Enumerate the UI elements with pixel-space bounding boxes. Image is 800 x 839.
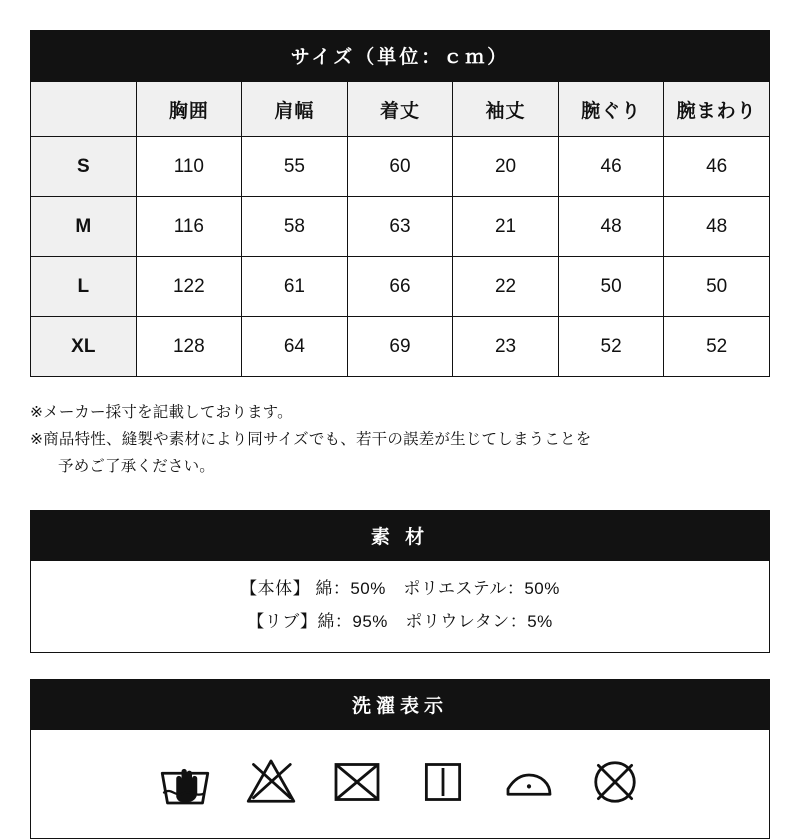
size-header-length: 着丈 — [347, 82, 453, 137]
cell-xl-bust: 128 — [136, 317, 242, 377]
size-table-body — [31, 137, 770, 377]
cell-xl-shoulder: 64 — [242, 317, 348, 377]
size-header-bust: 胸囲 — [136, 82, 242, 137]
table-row — [31, 137, 770, 197]
wash-care-panel — [30, 679, 770, 839]
iron-low-icon — [501, 754, 557, 810]
size-header-blank — [31, 82, 137, 137]
wash-care-icon-row — [31, 742, 769, 824]
no-dry-clean-icon — [587, 754, 643, 810]
size-note-2: ※商品特性、縫製や素材により同サイズでも、若干の誤差が生じてしまうことを — [30, 431, 592, 449]
cell-l-shoulder: 61 — [242, 257, 348, 317]
cell-s-shoulder: 55 — [242, 137, 348, 197]
size-table — [30, 30, 770, 377]
size-row-label-xl: XL — [31, 317, 137, 377]
size-table-caption: サイズ（単位：ｃｍ） — [31, 31, 770, 82]
cell-m-armcircumference: 48 — [664, 197, 770, 257]
cell-s-length: 60 — [347, 137, 453, 197]
size-row-label-l: L — [31, 257, 137, 317]
cell-l-armhole: 50 — [558, 257, 664, 317]
size-note-3: 予めご了承ください。 — [58, 458, 216, 476]
cell-s-armhole: 46 — [558, 137, 664, 197]
size-header-armhole: 腕ぐり — [558, 82, 664, 137]
cell-s-sleeve: 20 — [453, 137, 559, 197]
size-header-armcircumference: 腕まわり — [664, 82, 770, 137]
cell-xl-length: 69 — [347, 317, 453, 377]
line-dry-icon — [415, 754, 471, 810]
material-panel-body — [31, 561, 769, 652]
cell-xl-armhole: 52 — [558, 317, 664, 377]
table-row — [31, 257, 770, 317]
cell-m-bust: 116 — [136, 197, 242, 257]
size-header-sleeve: 袖丈 — [453, 82, 559, 137]
size-header-shoulder: 肩幅 — [242, 82, 348, 137]
size-note-1: ※メーカー採寸を記載しております。 — [30, 404, 293, 421]
cell-l-armcircumference: 50 — [664, 257, 770, 317]
material-panel — [30, 510, 770, 653]
hand-wash-icon — [157, 754, 213, 810]
cell-l-sleeve: 22 — [453, 257, 559, 317]
cell-l-bust: 122 — [136, 257, 242, 317]
no-bleach-icon — [243, 754, 299, 810]
no-tumble-dry-icon — [329, 754, 385, 810]
table-row — [31, 197, 770, 257]
material-panel-title: 素 材 — [31, 511, 769, 561]
cell-m-armhole: 48 — [558, 197, 664, 257]
size-table-header-row — [31, 82, 770, 137]
cell-m-sleeve: 21 — [453, 197, 559, 257]
wash-care-panel-title: 洗濯表示 — [31, 680, 769, 730]
cell-xl-sleeve: 23 — [453, 317, 559, 377]
cell-s-bust: 110 — [136, 137, 242, 197]
cell-m-shoulder: 58 — [242, 197, 348, 257]
size-row-label-s: S — [31, 137, 137, 197]
wash-care-panel-body — [31, 730, 769, 838]
table-row — [31, 317, 770, 377]
size-table-caption-row — [31, 31, 770, 82]
cell-xl-armcircumference: 52 — [664, 317, 770, 377]
cell-s-armcircumference: 46 — [664, 137, 770, 197]
material-line-rib: 【リブ】綿：95% ポリウレタン：5% — [247, 611, 553, 631]
size-notes — [30, 399, 770, 480]
cell-l-length: 66 — [347, 257, 453, 317]
cell-m-length: 63 — [347, 197, 453, 257]
size-row-label-m: M — [31, 197, 137, 257]
material-line-body: 【本体】 綿：50% ポリエステル：50% — [240, 579, 560, 599]
